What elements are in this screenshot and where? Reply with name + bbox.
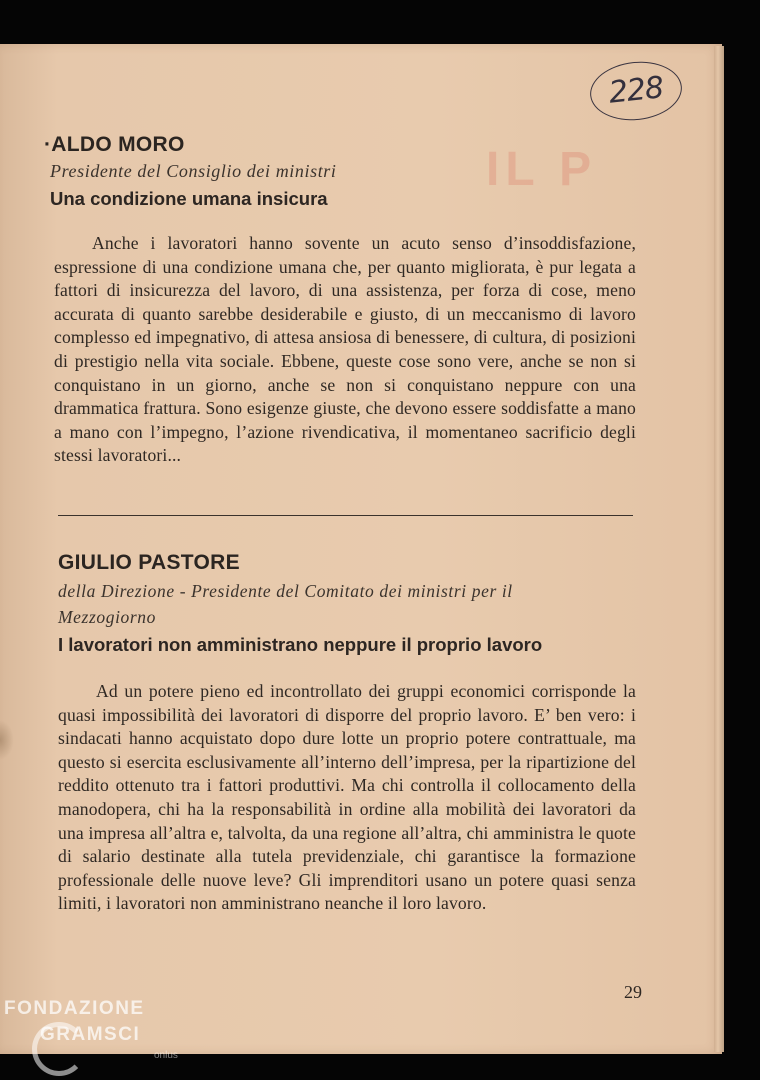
article-headline: I lavoratori non amministrano neppure il proprio lavoro <box>58 634 543 655</box>
author-name: ·ALDO MORO <box>44 133 185 156</box>
article-headline: Una condizione umana insicura <box>50 188 328 209</box>
watermark-line-3: onlus <box>154 1050 178 1061</box>
article-body: Anche i lavoratori hanno sovente un acuto senso d’insoddisfazione, espressione di una condizione umana che, per quanto migliorata, è pur legata a fattori di insicurezza del lavoro, di una assistenza, per forza di cose, meno accurata di quanto sarebbe desiderabile e giusto, di un meccanismo di lavoro complesso ed impegnativo, di attesa ansiosa di benessere, di cultura, di posizioni di prestigio nella vita sociale. Ebbene, queste cose sono vere, anche se non si conquistano in un giorno, anche se non si conquistano neppure con una drammatica frattura. Sono esigenze giuste, che devono essere soddisfatte a mano a mano con l’impegno, l’azione rivendicativa, il momentaneo sacrificio degli stessi lavoratori... <box>54 233 636 466</box>
section-divider <box>58 515 633 516</box>
section-pastore <box>58 551 636 916</box>
author-role-continued: Mezzogiorno <box>58 607 156 627</box>
page-edge <box>714 46 724 1052</box>
watermark-line-1: FONDAZIONE <box>4 998 145 1019</box>
archive-watermark <box>4 998 194 1078</box>
section-moro <box>44 133 636 468</box>
archive-mark: 228 <box>587 57 685 124</box>
author-role: Presidente del Consiglio dei ministri <box>50 161 337 181</box>
article-body: Ad un potere pieno ed incontrollato dei gruppi economici corrisponde la quasi impossibilità dei lavoratori di disporre del proprio lavoro. E’ ben vero: i sindacati hanno acquistato dopo dure lotte un proprio potere contrattuale, ma questo si esercita esclusivamente all’interno dell’impresa, per la ripartizione del reddito ottenuto tra i fattori produttivi. Ma chi controlla il collocamento della manodopera, chi ha la responsabilità in ordine alla mobilità dei lavoratori da una impresa all’altra e, talvolta, da una regione all’altra, chi amministra le quote di salario destinate alla tutela previdenziale, chi garantisce la formazione professionale delle nuove leve? Gli imprenditori usano un potere quasi senza limiti, i lavoratori non amministrano neanche il loro lavoro. <box>58 681 636 914</box>
page-stain <box>0 720 14 760</box>
author-role: della Direzione - Presidente del Comitato dei ministri per il <box>58 581 513 601</box>
page-number: 29 <box>624 982 642 1002</box>
author-name: GIULIO PASTORE <box>58 551 240 574</box>
bleed-through-text: IL P <box>486 143 598 196</box>
watermark-line-2: GRAMSCI <box>40 1024 141 1045</box>
